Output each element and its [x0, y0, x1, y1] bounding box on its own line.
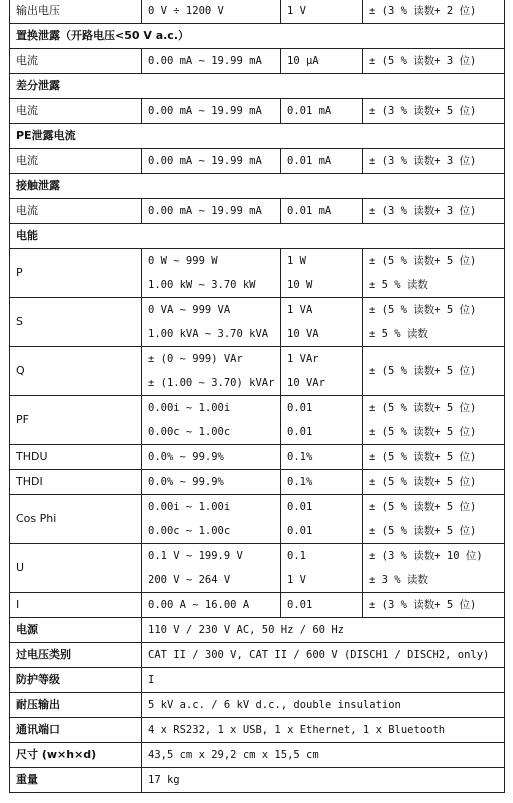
table-row: [10, 149, 505, 174]
accuracy-cell: [363, 0, 505, 24]
spec-table: [9, 0, 505, 793]
section-header: [10, 124, 505, 149]
parameter-cell: [10, 149, 142, 174]
accuracy-value: ± (5 % 读数+ 5 位): [369, 304, 477, 316]
accuracy-value: ± (3 % 读数+ 5 位): [369, 105, 477, 117]
accuracy-value: ± (5 % 读数+ 3 位): [369, 55, 477, 67]
accuracy-value: ± (3 % 读数+ 2 位): [369, 5, 477, 17]
accuracy-value: ± (5 % 读数+ 5 位): [369, 451, 477, 463]
range-cell: [142, 396, 281, 445]
accuracy-value: ± (5 % 读数+ 5 位): [369, 525, 477, 537]
range-cell: [142, 249, 281, 298]
table-row: [10, 593, 505, 618]
parameter-cell: [10, 470, 142, 495]
resolution-value: 0.01: [287, 599, 313, 611]
spec-label-cell: [10, 743, 142, 768]
spec-value-cell: [142, 718, 505, 743]
parameter-cell: [10, 544, 142, 593]
spec-value-cell: [142, 768, 505, 793]
table-row: [10, 445, 505, 470]
range-value: 0.00i ~ 1.00i: [148, 402, 231, 414]
accuracy-cell: [363, 470, 505, 495]
table-row: [10, 470, 505, 495]
parameter-name: THDI: [16, 475, 43, 488]
spec-label: 过电压类别: [16, 648, 71, 661]
accuracy-cell: [363, 298, 505, 347]
spec-label: 尺寸 (w×h×d): [16, 748, 97, 761]
accuracy-value: ± (3 % 读数+ 5 位): [369, 599, 477, 611]
range-value: ± (0 ~ 999) VAr: [148, 353, 243, 365]
spec-label-cell: [10, 718, 142, 743]
table-row: [10, 0, 505, 24]
parameter-cell: [10, 445, 142, 470]
accuracy-value: ± (5 % 读数+ 5 位): [369, 402, 477, 414]
resolution-value: 0.01 mA: [287, 105, 332, 117]
parameter-cell: [10, 0, 142, 24]
spec-label: 防护等级: [16, 673, 60, 686]
accuracy-value: ± (5 % 读数+ 5 位): [369, 476, 477, 488]
range-cell: [142, 495, 281, 544]
range-cell: [142, 544, 281, 593]
table-row: [10, 49, 505, 74]
resolution-cell: [281, 445, 363, 470]
spec-label-cell: [10, 643, 142, 668]
section-header-label: 电能: [16, 229, 38, 242]
resolution-cell: [281, 396, 363, 445]
parameter-cell: [10, 199, 142, 224]
parameter-name: 电流: [16, 54, 38, 67]
accuracy-cell: [363, 593, 505, 618]
section-header: [10, 74, 505, 99]
accuracy-cell: [363, 199, 505, 224]
spec-value-cell: [142, 618, 505, 643]
resolution-value: 10 μA: [287, 55, 319, 67]
spec-table-body: [10, 0, 505, 793]
resolution-value: 1 V: [287, 574, 306, 586]
resolution-value: 10 W: [287, 279, 313, 291]
resolution-value: 1 VA: [287, 304, 313, 316]
resolution-value: 0.1: [287, 550, 306, 562]
accuracy-value: ± (3 % 读数+ 3 位): [369, 205, 477, 217]
resolution-value: 1 W: [287, 255, 306, 267]
accuracy-cell: [363, 495, 505, 544]
accuracy-cell: [363, 149, 505, 174]
spec-label-cell: [10, 668, 142, 693]
table-row: [10, 124, 505, 149]
parameter-name: 电流: [16, 204, 38, 217]
spec-value: 4 x RS232, 1 x USB, 1 x Ethernet, 1 x Bluetooth: [148, 724, 446, 736]
range-cell: [142, 298, 281, 347]
spec-label: 电源: [16, 623, 38, 636]
table-row: [10, 174, 505, 199]
parameter-name: PF: [16, 413, 29, 426]
spec-value-cell: [142, 693, 505, 718]
table-row: [10, 347, 505, 396]
parameter-name: S: [16, 315, 23, 328]
section-header: [10, 224, 505, 249]
spec-value: 17 kg: [148, 774, 180, 786]
resolution-cell: [281, 99, 363, 124]
resolution-cell: [281, 593, 363, 618]
range-value: 0.00i ~ 1.00i: [148, 501, 231, 513]
range-value: 0.00 mA ~ 19.99 mA: [148, 205, 262, 217]
accuracy-cell: [363, 99, 505, 124]
parameter-cell: [10, 49, 142, 74]
spec-value: 110 V / 230 V AC, 50 Hz / 60 Hz: [148, 624, 344, 636]
parameter-name: Cos Phi: [16, 512, 57, 525]
range-value: 0.1 V ~ 199.9 V: [148, 550, 243, 562]
parameter-name: I: [16, 598, 20, 611]
accuracy-cell: [363, 445, 505, 470]
section-header-label: 置换泄露（开路电压<50 V a.c.）: [16, 29, 189, 42]
range-value: 0.00 A ~ 16.00 A: [148, 599, 250, 611]
section-header: [10, 174, 505, 199]
resolution-value: 0.1%: [287, 476, 313, 488]
parameter-cell: [10, 298, 142, 347]
resolution-cell: [281, 470, 363, 495]
table-row: [10, 24, 505, 49]
range-value: 1.00 kW ~ 3.70 kW: [148, 279, 256, 291]
parameter-name: THDU: [16, 450, 48, 463]
spec-label-cell: [10, 618, 142, 643]
table-row: [10, 743, 505, 768]
range-value: 0.0% ~ 99.9%: [148, 451, 224, 463]
resolution-value: 1 V: [287, 5, 306, 17]
range-value: 0.00 mA ~ 19.99 mA: [148, 155, 262, 167]
accuracy-value: ± (5 % 读数+ 5 位): [369, 255, 477, 267]
resolution-value: 0.01: [287, 501, 313, 513]
spec-value-cell: [142, 668, 505, 693]
parameter-name: 电流: [16, 104, 38, 117]
range-cell: [142, 0, 281, 24]
table-row: [10, 249, 505, 298]
spec-label: 耐压输出: [16, 698, 60, 711]
accuracy-value: ± (5 % 读数+ 5 位): [369, 365, 477, 377]
resolution-cell: [281, 495, 363, 544]
range-cell: [142, 470, 281, 495]
section-header-label: PE泄露电流: [16, 129, 76, 142]
parameter-cell: [10, 396, 142, 445]
range-value: 0.00c ~ 1.00c: [148, 426, 231, 438]
accuracy-cell: [363, 544, 505, 593]
spec-value-cell: [142, 643, 505, 668]
parameter-cell: [10, 99, 142, 124]
resolution-value: 0.01: [287, 525, 313, 537]
range-cell: [142, 199, 281, 224]
resolution-cell: [281, 347, 363, 396]
parameter-cell: [10, 593, 142, 618]
range-cell: [142, 347, 281, 396]
table-row: [10, 544, 505, 593]
table-row: [10, 693, 505, 718]
resolution-value: 0.01 mA: [287, 155, 332, 167]
range-value: ± (1.00 ~ 3.70) kVAr: [148, 377, 275, 389]
accuracy-value: ± (5 % 读数+ 5 位): [369, 426, 477, 438]
range-value: 1.00 kVA ~ 3.70 kVA: [148, 328, 269, 340]
resolution-value: 1 VAr: [287, 353, 319, 365]
range-value: 0.00c ~ 1.00c: [148, 525, 231, 537]
accuracy-cell: [363, 347, 505, 396]
table-row: [10, 74, 505, 99]
spec-value: 5 kV a.c. / 6 kV d.c., double insulation: [148, 699, 401, 711]
section-header-label: 差分泄露: [16, 79, 60, 92]
resolution-value: 0.01: [287, 426, 313, 438]
spec-label-cell: [10, 768, 142, 793]
range-cell: [142, 99, 281, 124]
accuracy-value: ± 5 % 读数: [369, 279, 428, 291]
table-row: [10, 396, 505, 445]
table-row: [10, 643, 505, 668]
resolution-value: 10 VA: [287, 328, 319, 340]
accuracy-cell: [363, 249, 505, 298]
spec-label: 通讯端口: [16, 723, 60, 736]
resolution-value: 0.1%: [287, 451, 313, 463]
table-row: [10, 495, 505, 544]
resolution-cell: [281, 249, 363, 298]
range-value: 0.00 mA ~ 19.99 mA: [148, 55, 262, 67]
table-row: [10, 768, 505, 793]
section-header-label: 接触泄露: [16, 179, 60, 192]
accuracy-value: ± (3 % 读数+ 3 位): [369, 155, 477, 167]
range-value: 0 VA ~ 999 VA: [148, 304, 231, 316]
accuracy-cell: [363, 396, 505, 445]
table-row: [10, 99, 505, 124]
accuracy-value: ± (5 % 读数+ 5 位): [369, 501, 477, 513]
range-cell: [142, 445, 281, 470]
parameter-name: 电流: [16, 154, 38, 167]
spec-label-cell: [10, 693, 142, 718]
section-header: [10, 24, 505, 49]
resolution-value: 0.01 mA: [287, 205, 332, 217]
parameter-name: Q: [16, 364, 25, 377]
parameter-name: 输出电压: [16, 4, 60, 17]
range-cell: [142, 149, 281, 174]
parameter-name: P: [16, 266, 23, 279]
spec-value: 43,5 cm x 29,2 cm x 15,5 cm: [148, 749, 319, 761]
resolution-cell: [281, 0, 363, 24]
accuracy-cell: [363, 49, 505, 74]
accuracy-value: ± (3 % 读数+ 10 位): [369, 550, 483, 562]
spec-value-cell: [142, 743, 505, 768]
table-row: [10, 199, 505, 224]
range-value: 200 V ~ 264 V: [148, 574, 231, 586]
spec-label: 重量: [16, 773, 38, 786]
parameter-cell: [10, 249, 142, 298]
resolution-cell: [281, 49, 363, 74]
resolution-value: 10 VAr: [287, 377, 325, 389]
table-row: [10, 718, 505, 743]
range-cell: [142, 49, 281, 74]
table-row: [10, 298, 505, 347]
table-row: [10, 618, 505, 643]
spec-value: CAT II / 300 V, CAT II / 600 V (DISCH1 / DISCH2, only): [148, 649, 490, 661]
accuracy-value: ± 3 % 读数: [369, 574, 428, 586]
resolution-cell: [281, 544, 363, 593]
resolution-cell: [281, 149, 363, 174]
range-value: 0.0% ~ 99.9%: [148, 476, 224, 488]
table-row: [10, 668, 505, 693]
parameter-cell: [10, 495, 142, 544]
accuracy-value: ± 5 % 读数: [369, 328, 428, 340]
spec-value: I: [148, 674, 155, 686]
resolution-value: 0.01: [287, 402, 313, 414]
parameter-cell: [10, 347, 142, 396]
range-value: 0 V ÷ 1200 V: [148, 5, 224, 17]
resolution-cell: [281, 298, 363, 347]
range-value: 0.00 mA ~ 19.99 mA: [148, 105, 262, 117]
parameter-name: U: [16, 561, 25, 574]
range-value: 0 W ~ 999 W: [148, 255, 218, 267]
range-cell: [142, 593, 281, 618]
table-row: [10, 224, 505, 249]
resolution-cell: [281, 199, 363, 224]
